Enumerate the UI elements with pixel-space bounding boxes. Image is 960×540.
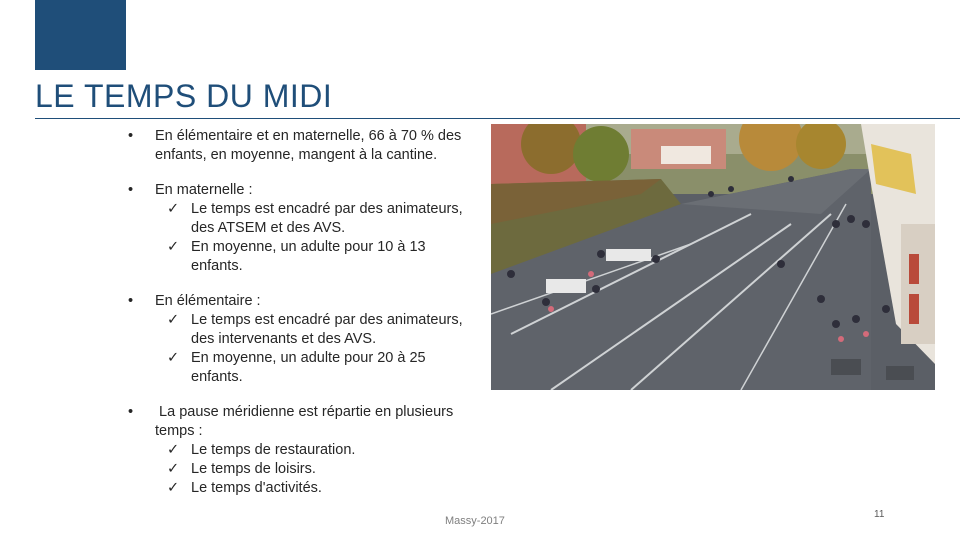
- bullet-marker: •: [128, 182, 134, 198]
- sub-bullet-item: [155, 200, 473, 238]
- bullet-item: [128, 127, 473, 165]
- bullet-text: En élémentaire :: [155, 293, 261, 309]
- sub-bullet-item: [155, 460, 473, 479]
- title-accent-block: [35, 0, 126, 70]
- bullet-text: En élémentaire et en maternelle, 66 à 70 % des enfants, en moyenne, mangent à la cantine.: [155, 128, 466, 163]
- bullet-item: [128, 181, 473, 276]
- bullet-text: La pause méridienne est répartie en plusieurs temps :: [155, 404, 458, 439]
- sub-bullet-text: Le temps de loisirs.: [191, 461, 316, 477]
- checkmark-icon: ✓: [167, 461, 180, 477]
- sub-bullet-text: Le temps d'activités.: [191, 480, 322, 496]
- sub-bullet-item: [155, 238, 473, 276]
- bullet-text: En maternelle :: [155, 182, 253, 198]
- sub-bullet-item: [155, 349, 473, 387]
- sub-bullet-item: [155, 479, 473, 498]
- checkmark-icon: ✓: [167, 201, 180, 217]
- checkmark-icon: ✓: [167, 350, 180, 366]
- slide-title: LE TEMPS DU MIDI: [35, 78, 333, 114]
- sub-bullet-item: [155, 311, 473, 349]
- schoolyard-photo: [491, 124, 935, 390]
- checkmark-icon: ✓: [167, 312, 180, 328]
- bullet-marker: •: [128, 293, 134, 309]
- checkmark-icon: ✓: [167, 442, 180, 458]
- footer-text: Massy-2017: [445, 515, 505, 527]
- page-number: 11: [874, 509, 885, 520]
- title-divider: [35, 118, 960, 119]
- checkmark-icon: ✓: [167, 480, 180, 496]
- bullet-item: [128, 292, 473, 387]
- bullet-item: [128, 403, 473, 498]
- sub-bullet-text: En moyenne, un adulte pour 20 à 25 enfants.: [191, 350, 426, 385]
- sub-bullet-item: [155, 441, 473, 460]
- checkmark-icon: ✓: [167, 239, 180, 255]
- bullet-marker: •: [128, 128, 134, 144]
- sub-bullet-text: Le temps est encadré par des animateurs, des ATSEM et des AVS.: [191, 201, 463, 236]
- bullet-list: [128, 127, 473, 514]
- bullet-marker: •: [128, 404, 134, 420]
- sub-bullet-text: Le temps est encadré par des animateurs, des intervenants et des AVS.: [191, 312, 463, 347]
- sub-bullet-text: En moyenne, un adulte pour 10 à 13 enfants.: [191, 239, 426, 274]
- sub-bullet-text: Le temps de restauration.: [191, 442, 356, 458]
